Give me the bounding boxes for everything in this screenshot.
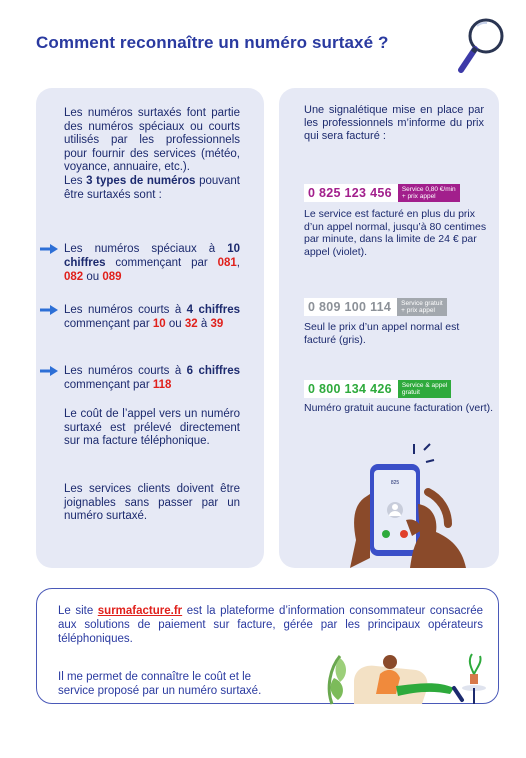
gray-description: Seul le prix d’un appel normal est facturé (gris). — [304, 321, 460, 346]
phone-hand-illustration — [340, 440, 470, 568]
bullet-10-digits: Les numéros spéciaux à 10 chiffres commençant par 081, 082 ou 089 — [64, 243, 240, 283]
page-title: Comment reconnaître un numéro surtaxé ? — [36, 33, 389, 52]
bullet-6-digits: Les numéros courts à 6 chiffres commençant par 118 — [64, 365, 240, 391]
violet-tag: Service 0,80 €/min + prix appel — [398, 184, 460, 202]
green-number-tag — [304, 380, 451, 398]
relaxing-person-illustration — [326, 648, 496, 706]
services-paragraph: Les services clients doivent être joignables sans passer par un numéro surtaxé. — [64, 483, 240, 523]
green-number: 0 800 134 426 — [308, 382, 392, 396]
gray-number-tag — [304, 298, 447, 316]
arrow-right-icon — [40, 244, 58, 254]
cost-paragraph: Le coût de l’appel vers un numéro surtaxé est prélevé directement sur ma facture téléphonique. — [64, 408, 240, 448]
magnifier-icon — [450, 14, 510, 78]
signage-intro: Une signalétique mise en place par les professionnels m’informe du prix qui sera facturé : — [304, 104, 484, 142]
green-description: Numéro gratuit aucune facturation (vert). — [304, 402, 494, 414]
violet-number: 0 825 123 456 — [308, 186, 392, 200]
service-paragraph: Il me permet de connaître le coût et le service proposé par un numéro surtaxé. — [58, 671, 262, 697]
green-tag: Service & appel gratuit — [398, 380, 452, 398]
violet-number-tag — [304, 184, 460, 202]
violet-description: Le service est facturé en plus du prix d’un appel normal, jusqu’à 80 centimes par minute, dans la limite de 24 € par appel (violet). — [304, 208, 487, 258]
gray-number: 0 809 100 114 — [308, 300, 392, 314]
intro-paragraph: Les numéros surtaxés font partie des numéros spéciaux ou courts utilisés par les professionnels pour fournir des services (météo, voyance, annuaire, etc.). Les 3 types de numéros pouvant être surtaxés sont : — [64, 107, 240, 201]
site-paragraph: Le site surmafacture.fr est la plateforme d’information consommateur consacrée aux solutions de paiement sur facture, gérée par les principaux opérateurs téléphoniques. — [58, 605, 483, 645]
phone-screen-number: 825 — [390, 480, 400, 486]
surmafacture-link[interactable]: surmafacture.fr — [97, 605, 183, 617]
arrow-right-icon — [40, 305, 58, 315]
arrow-right-icon — [40, 366, 58, 376]
bullet-4-digits: Les numéros courts à 4 chiffres commençant par 10 ou 32 à 39 — [64, 304, 240, 330]
gray-tag: Service gratuit + prix appel — [397, 298, 447, 316]
